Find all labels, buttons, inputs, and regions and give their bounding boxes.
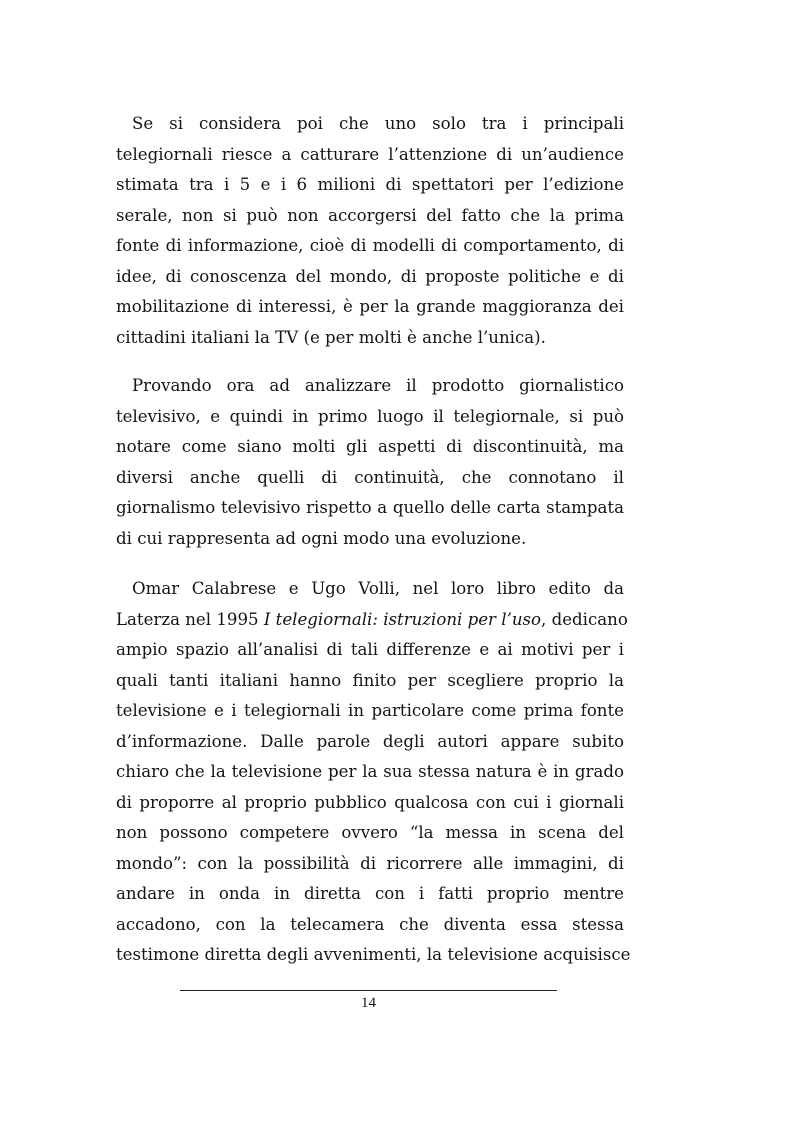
- paragraph-line: televisione e i telegiornali in particolare come prima fonte: [116, 701, 624, 720]
- paragraph-line: d’informazione. Dalle parole degli autori appare subito: [116, 731, 624, 751]
- paragraph-line: non possono competere ovvero “la messa in scena del: [116, 823, 624, 842]
- page-number: 14: [361, 995, 376, 1011]
- paragraph-line: diversi anche quelli di continuità, che connotano il: [116, 467, 624, 487]
- paragraph-line: andare in onda in diretta con i fatti proprio mentre: [116, 884, 624, 903]
- paragraph-line: telegiornali riesce a catturare l’attenzione di un’audience: [116, 144, 624, 164]
- paragraph-line: ampio spazio all’analisi di tali differenze e ai motivi per i: [116, 640, 624, 659]
- paragraph-line: giornalismo televisivo rispetto a quello delle carta stampata: [116, 498, 624, 517]
- paragraph-line: notare come siano molti gli aspetti di discontinuità, ma: [116, 437, 624, 456]
- paragraph-line: idee, di conoscenza del mondo, di proposte politiche e di: [116, 266, 624, 286]
- paragraph-line: stimata tra i 5 e i 6 milioni di spettatori per l’edizione: [116, 175, 624, 194]
- paragraph-line: di proporre al proprio pubblico qualcosa con cui i giornali: [116, 792, 624, 812]
- paragraph-line: testimone diretta degli avvenimenti, la televisione acquisisce: [116, 945, 631, 964]
- footer-divider: [180, 990, 557, 991]
- paragraph-line: Se si considera poi che uno solo tra i principali: [132, 114, 624, 133]
- paragraph-line: quali tanti italiani hanno finito per scegliere proprio la: [116, 670, 624, 690]
- paragraph-line: di cui rappresenta ad ogni modo una evoluzione.: [116, 528, 527, 548]
- paragraph-line: serale, non si può non accorgersi del fatto che la prima: [116, 205, 624, 225]
- paragraph-line: chiaro che la televisione per la sua stessa natura è in grado: [116, 762, 624, 781]
- paragraph-line-with-title: [116, 609, 628, 631]
- paragraph-line: mondo”: con la possibilità di ricorrere alle immagini, di: [116, 853, 624, 873]
- paragraph-line: televisivo, e quindi in primo luogo il telegiornale, si può: [116, 406, 624, 426]
- paragraph-line: Omar Calabrese e Ugo Volli, nel loro libro edito da: [132, 579, 624, 598]
- paragraph-line: fonte di informazione, cioè di modelli di comportamento, di: [116, 236, 624, 255]
- paragraph-line: cittadini italiani la TV (e per molti è anche l’unica).: [116, 327, 546, 347]
- paragraph-line: mobilitazione di interessi, è per la grande maggioranza dei: [116, 297, 624, 316]
- paragraph-line: Provando ora ad analizzare il prodotto giornalistico: [132, 376, 624, 395]
- text-run: Laterza nel 1995: [116, 609, 264, 629]
- text-run: , dedicano: [541, 609, 628, 629]
- book-title: I telegiornali: istruzioni per l’uso: [263, 609, 542, 629]
- paragraph-line: accadono, con la telecamera che diventa essa stessa: [116, 914, 624, 934]
